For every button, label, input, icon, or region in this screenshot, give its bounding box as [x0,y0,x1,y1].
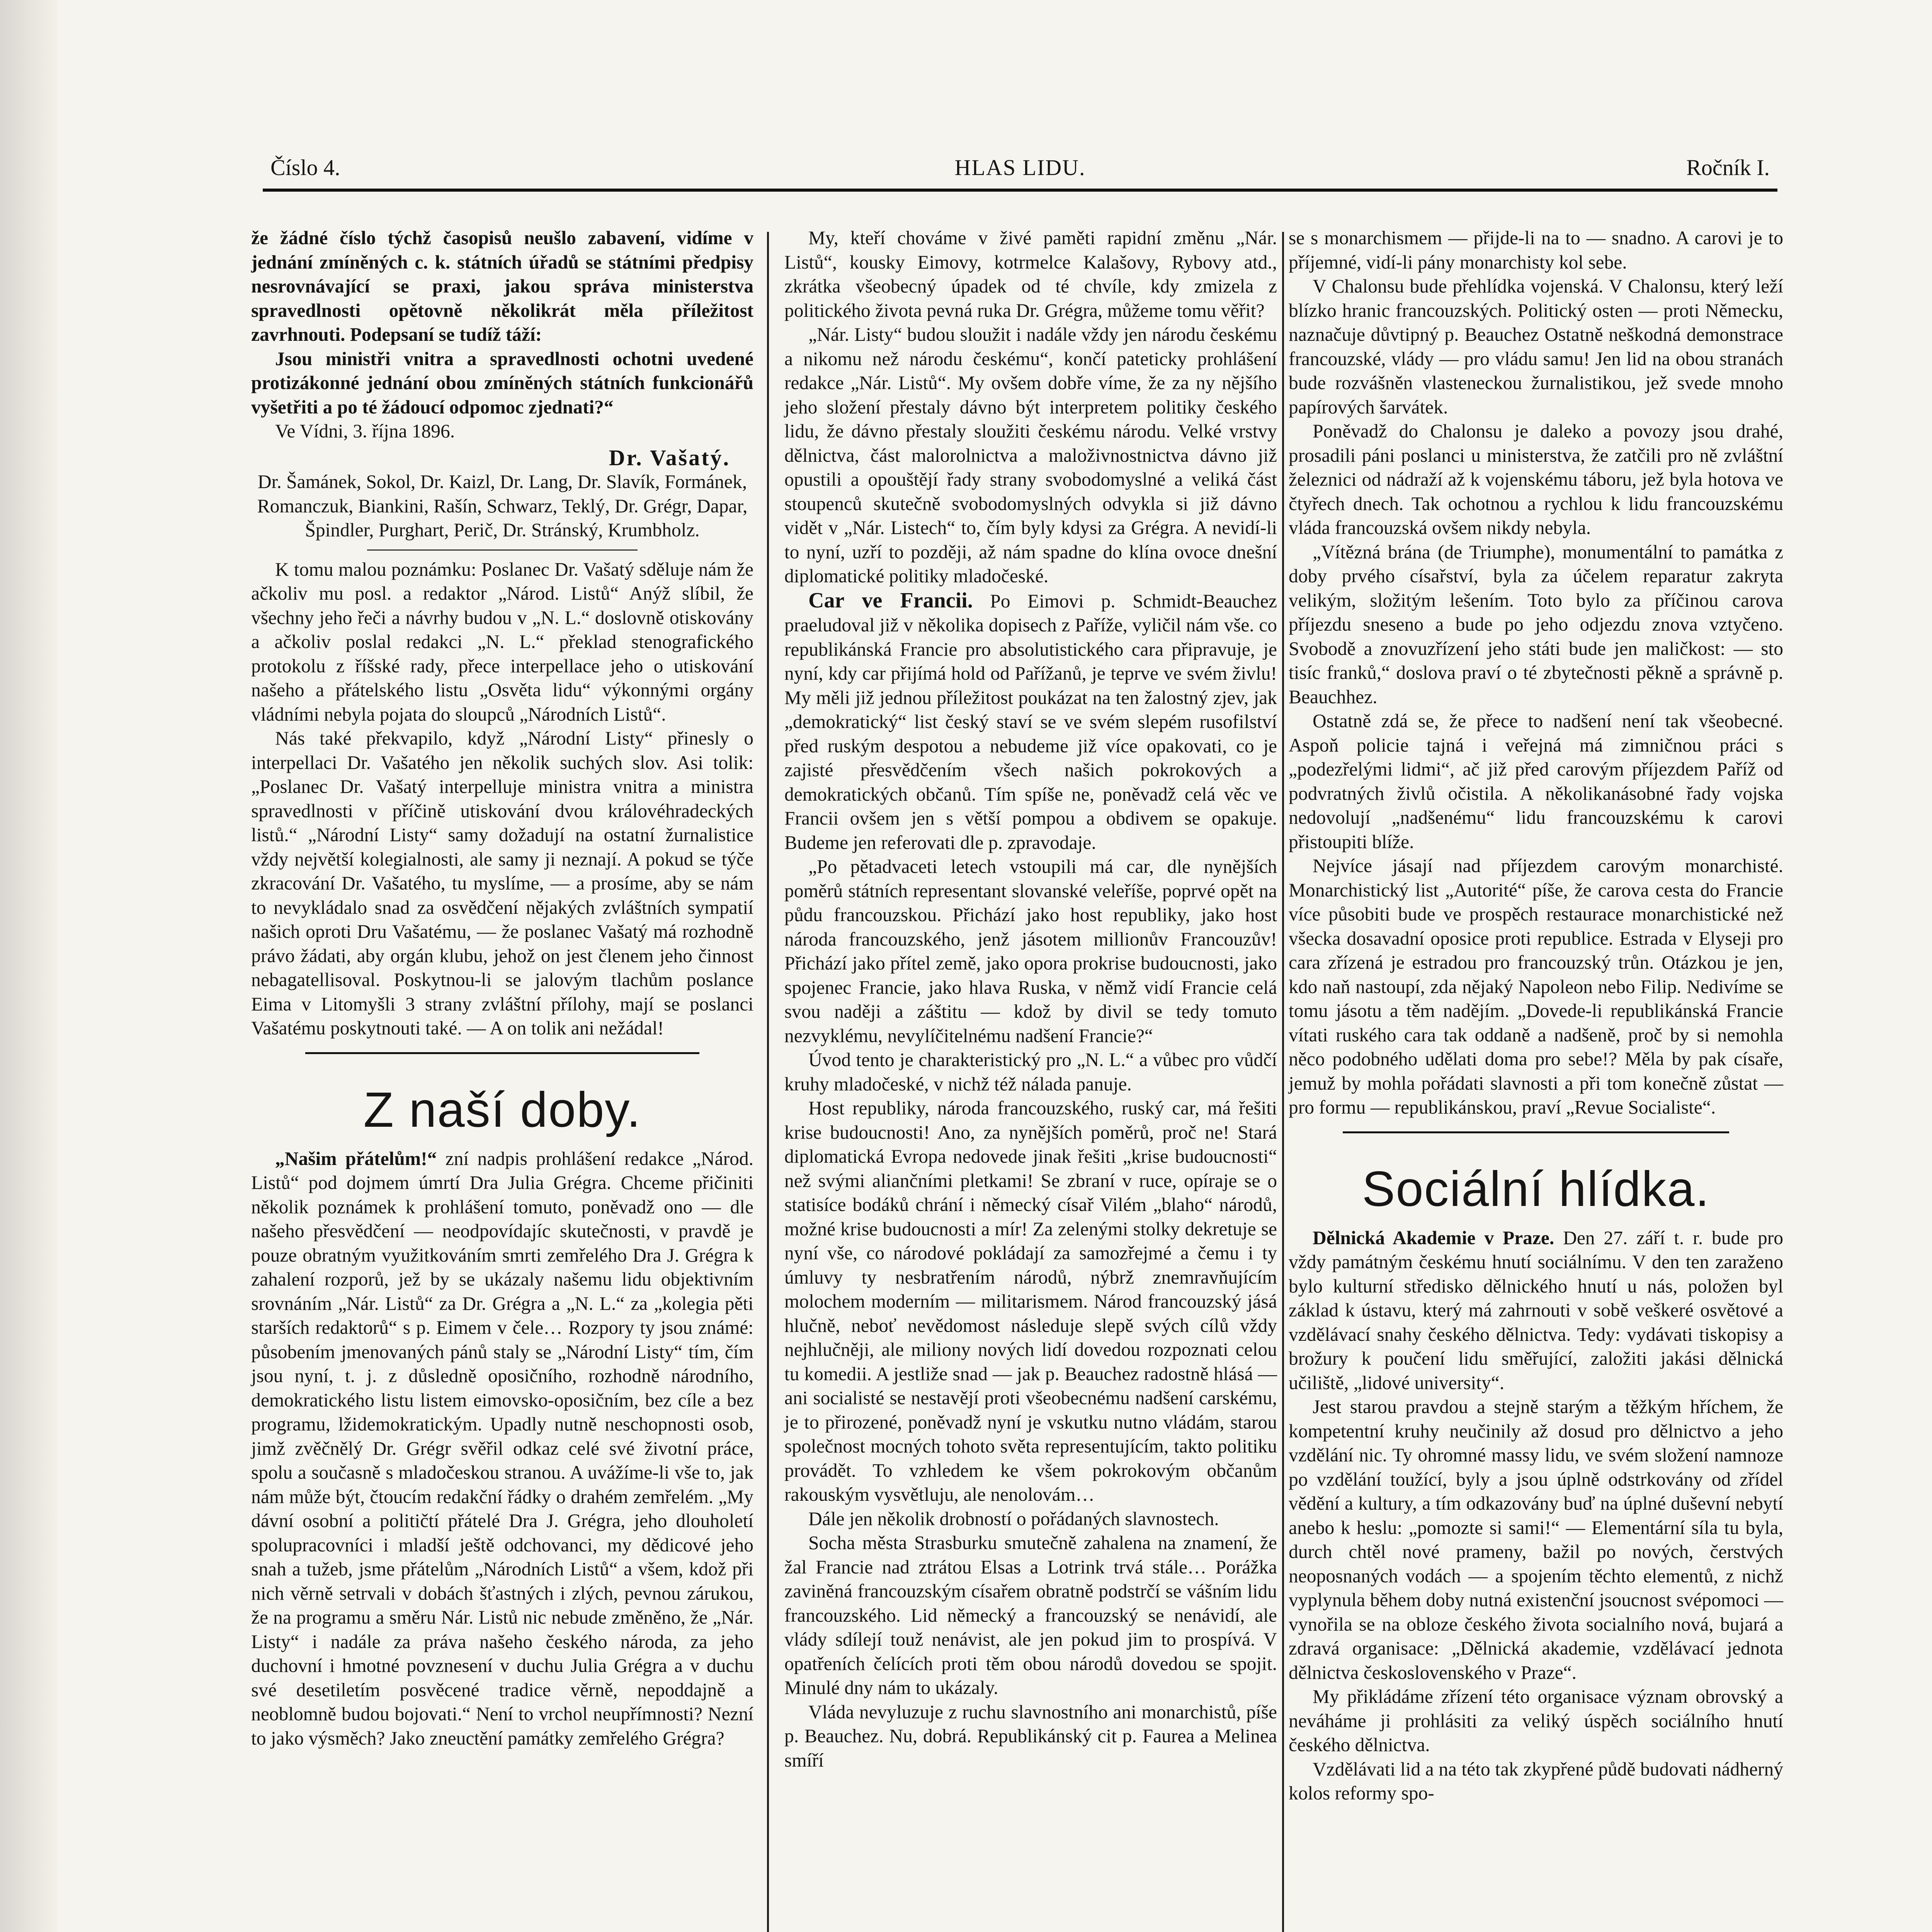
signatories: Dr. Šamánek, Sokol, Dr. Kaizl, Dr. Lang, Dr. Slavík, Formánek, Romanczuk, Biankini, Rašín, Schwarz, Teklý, Dr. Grégr, Dapar, Špindler, Purghart, Perič, Dr. Stránský, Krumbholz. [257,471,748,541]
paragraph: Socha města Strasburku smutečně zahalena na znamení, že žal Francie nad ztrátou Elsas a Lotrink trvá stále… Porážka zaviněná francouzským císařem obratně podstrčí se vášním lidu francouzského. Lid německý a francouzský se nenávidí, ale vlády sdílejí touž nenávist, ale jen pokud jim to prospívá. V opatřeních čelících proti těm obou národů dovedou se spojit. Minulé dny nám to ukázaly. [784,1532,1277,1698]
paragraph: „Po pětadvaceti letech vstoupili má car, dle nynějších poměrů státních representant slovanské veleříše, poprvé opět na půdu francouzskou. Přichází jako host republiky, jako host národa francouzského, jenž jásotem millionův Francouzův! Přichází jako přítel země, jako opora prokrise budoucnosti, jako spojenec Francie, jako hlava Ruska, v němž vidí Francie celá svou naději a záštitu — kdož by divil se tedy tomuto nezvyklému, nevylíčitelnému nadšení Francie?“ [784,856,1277,1046]
page-header [270,155,1770,189]
paragraph: Ostatně zdá se, že přece to nadšení není tak všeobecné. Aspoň policie tajná i veřejná má zimničnou práci s „podezřelými lidmi“, ač již před carovým příjezdem Paříž od podvratných živlů očistila. A několikanásobné řady vojska nedovolují „nadšenému“ lidu francouzskému k carovi přistoupiti blíže. [1289,710,1783,852]
dateline: Ve Vídni, 3. října 1896. [275,420,455,442]
paragraph: se s monarchismem — přijde-li na to — snadno. A carovi je to příjemné, vidí-li pány monarchisty kol sebe. [1289,227,1783,273]
column-rule-2 [1282,232,1284,1932]
editorial-note-2: Nás také překvapilo, když „Národní Listy“ přinesly o interpellaci Dr. Vašatého jen několik suchých slov. Asi tolik: „Poslanec Dr. Vašatý interpelluje ministra vnitra a ministra spravedlnosti v příčině utiskování dvou královéhradeckých listů.“ „Národní Listy“ samy dožadují na ostatní žurnalistice vždy největší kolegialnosti, ale samy ji neznají. A pokud se týče zkracování Dr. Vašatého, tu myslíme, — a prosíme, aby se nám to nevykládalo snad za osvědčení nějakých zvláštních sympatií našich oproti Dru Vašatému, — že poslanec Vašatý má rozhodně právo žádati, aby orgán klubu, jehož on jest členem jeho činnost nebagatellisoval. Poskytnou-li se jalovým tlachům poslance Eima v Litomyšli 3 strany zvláštní přílohy, mají se poslanci Vašatému poskytnouti také. — A on tolik ani nežádal! [251,728,753,1039]
interpellation-question: Jsou ministři vnitra a spravedlnosti ochotni uvedené protizákonné jednání obou zmíněných státních funkcionářů vyšetřiti a po té žádoucí odpomoc zjednati?“ [251,348,753,418]
section-separator [305,1052,699,1054]
article-body: zní nadpis prohlášení redakce „Národ. Listů“ pod dojmem úmrtí Dra Julia Grégra. Chceme přičiniti několik poznámek k prohlášení tomuto, poněvadž ono — dle našeho přesvědčení — neodpovídajíc skutečnosti, v pravdě je pouze obratným využitkováním smrti zemřelého Dra J. Grégra k zahalení rozporů, jež by se ukázaly našemu lidu objektivním srovnáním „Nár. Listů“ za Dr. Grégra a „N. L.“ za „kolegia pěti starších redaktorů“ s p. Eimem v čele… Rozpory ty jsou známé: působením jmenovaných pánů staly se „Národní Listy“ tím, čím jsou nyní, t. j. z důsledně oposičního, rozhodně národního, demokratického listu listem eimovsko-oposičním, bez cíle a bez programu, lžidemokratickým. Upadly nutně neschopnosti osob, jimž zvěčnělý Dr. Grégr svěřil odkaz celé své životní práce, spolu a současně s mladočeskou stranou. A uvážíme-li vše to, jak nám může být, čtoucím redakční řádky o drahém zemřelém. „My dávní osobní a političtí přátelé Dra J. Grégra, jeho dlouholetí spolupracovníci i mladší ještě odchovanci, my dědicové jeho snah a tužeb, jsme přátelům „Národních Listů“ a všem, kdož při nich věrně setrvali v dobách šťastných i zlých, pevnou zárukou, že na programu a směru Nár. Listů nic nebude změněno, že „Nár. Listy“ i nadále za práva našeho českého národa, za jeho duchovní i hmotné povznesení v duchu Julia Grégra a v duchu své desetiletím posvěcené tradice věrně, nepoddajně a neoblomně budou bojovati.“ Není to vrchol neupřímnosti? Nezní to jako výsměch? Jako zneuctění památky zemřelého Grégra? [251,1148,753,1749]
section-title-socialni-hlidka: Sociální hlídka. [1362,1161,1710,1217]
header-rule [263,189,1777,192]
column-2 [784,226,1277,1772]
paragraph: Host republiky, národa francouzského, ruský car, má řešiti krise budoucnosti! Ano, za nynějších poměrů, proč ne! Stará diplomatická Evropa nedovede jinak řešiti „krise budoucnosti“ než svými aliančními pletkami! Se zbraní v ruce, opíraje se o statisíce bodáků chrání i německý císař Vilém „blaho“ národů, možné krise budoucnosti a mír! Za zelenými stolky dekretuje se nyní vše, co národové pokládají za samozřejmé a čemu i ty úmluvy ty nesbratřením národů, nýbrž znemravňujícím molochem moderním — militarismem. Národ francouzský jásá hlučně, neboť nevědomost následuje slepě svých cílů vždy nejhlučněji, ale miliony nových lidí dovedou rozpoznati celou tu komedii. A jestliže snad — jak p. Beauchez radostně hlásá — ani socialisté se nestavějí proti všeobecnému nadšení carskému, je to přirozené, poněvadž nyní je vskutku nutno vládám, starou společnost mocných tohoto světa representujícím, takto politiku provádět. To vzhledem ke všem pokrokovým občanům rakouským vysvětluju, ale nenolovám… [784,1097,1277,1505]
volume-number: Ročník I. [1686,155,1770,180]
paragraph: „Nár. Listy“ budou sloužit i nadále vždy jen národu českému a nikomu než národu českému“, končí pateticky prohlášení redakce „Nár. Listů“. My ovšem dobře víme, že za ny nějšího jeho složení přestaly dávno být interpretem politiky českého lidu, že dávno přestaly sloužiti českému národu. Velké vrstvy dělnictva, část malorolnictva a maloživnostnictva dávno již opustili a opouštějí řady strany svobodomyslné a veliká část stoupenců skutečně svobodomyslných odvykla si již dávno vidět v „Nár. Listech“ to, čím byly kdysi za Grégra. A nevidí-li to nyní, uzří to později, až nám spadne do klína ovoce dnešní diplomatické politiky mladočeské. [784,324,1277,587]
column-3 [1289,226,1783,1806]
paragraph: Úvod tento je charakteristický pro „N. L.“ a vůbec pro vůdčí kruhy mladočeské, v nichž též nálada panuje. [784,1049,1277,1095]
paragraph: My, kteří chováme v živé paměti rapidní změnu „Nár. Listů“, kousky Eimovy, kotrmelce Kalašovy, Rybovy atd., zkrátka všeobecný úpadek od té chvíle, kdy zmizela z politického života pevná ruka Dr. Grégra, můžeme tomu věřit? [784,227,1277,321]
paragraph: Vláda nevyluzuje z ruchu slavnostního ani monarchistů, píše p. Beauchez. Nu, dobrá. Republikánský cit p. Faurea a Melinea smíří [784,1701,1277,1771]
editorial-note: K tomu malou poznámku: Poslanec Dr. Vašatý sděluje nám že ačkoliv mu posl. a redaktor „Národ. Listů“ Anýž slíbil, že všechny jeho řeči a návrhy budou v „N. L.“ doslovně otiskovány a ačkoliv poslal redakci „N. L.“ překlad stenografického protokolu z říšské rady, přece interpellace jeho o utiskování našeho a přátelského listu „Osvěta lidu“ výkonnými orgány vládními nebyla pojata do sloupců „Národních Listů“. [251,558,753,725]
paragraph: Jest starou pravdou a stejně starým a těžkým hříchem, že kompetentní kruhy neučinily až dosud pro dělnictvo a jeho vzdělání nic. Ty ohromné massy lidu, ve svém složení namnoze po vzdělání toužící, byly a jsou úplně odstrkovány od zřídel vědění a kultury, a tím odkazovány buď na úplné duševní nebytí anebo k heslu: „pomozte si sami!“ — Elementární síla tu byla, durch chtěl nové prameny, bažil po nových, čerstvých neoposnaných vodách — a spojením těchto elementů, z nichž vyplynula během doby nutná existenční jsoucnost svépomoci — vynořila se na obloze českého života socialního nová, bujará a zdravá organisace: „Dělnická akademie, vzdělávací jednota dělnictva československého v Praze“. [1289,1396,1783,1683]
separator [367,549,638,551]
column-1 [251,226,753,1750]
signature: Dr. Vašatý. [609,445,730,470]
paragraph: Dále jen několik drobností o pořádaných slavnostech. [808,1508,1219,1529]
newspaper-title: HLAS LIDU. [954,155,1086,180]
paragraph: My přikládáme zřízení této organisace význam obrovský a neváháme ji prohlásiti za veliký úspěch sociálního hnutí českého dělnictva. [1289,1686,1783,1755]
article-body: Den 27. září t. r. bude pro vždy památným českému hnutí sociálnímu. V den ten zaraženo bylo kulturní středisko dělnického hnutí u nás, položen byl základ k ústavu, který má zahrnouti v sobě veškeré osvětové a vzdělávací snahy českého dělnictva. Tedy: vydávati tiskopisy a brožury k poučení lidu směřující, založiti jakási dělnická učiliště, „lidové university“. [1289,1227,1783,1393]
issue-number: Číslo 4. [270,155,340,180]
article-body: Po Eimovi p. Schmidt-Beauchez praeludoval již v několika dopisech z Paříže, vyličil nám vše. co republikánská Francie pro absolutistického cara připravuje, je nyní, kdy car přijímá hold od Pařížanů, je teprve ve svém živlu! My měli již jednou příležitost poukázat na ten žalostný zjev, jak „demokratický“ list český staví se ve svém slepém rusofilství před ruským despotou a nebudeme již více opakovati, co je zajisté přesvědčením všech našich pokrokových a demokratických občanů. Tím spíše ne, poněvadž celá věc ve Francii ovšem jen s větší pompou a obdivem se opakuje. Budeme jen referovati dle p. zpravodaje. [784,590,1277,853]
section-separator [1343,1131,1729,1133]
paragraph: V Chalonsu bude přehlídka vojenská. V Chalonsu, který leží blízko hranic francouzských. Politický osten — proti Německu, naznačuje důvtipný p. Beauchez Ostatně neškodná demonstrace francouzské, vlády — pro vládu samu! Jen lid na obou stranách bude rozvášněn vlasteneckou žurnalistikou, jež svede mnoho papírových šarvátek. [1289,276,1783,418]
paragraph: Nejvíce jásají nad příjezdem carovým monarchisté. Monarchistický list „Autorité“ píše, že carova cesta do Francie více působiti bude ve prospěch restaurace monarchistické než všecka dosavadní oposice proti republice. Estrada v Elyseji pro cara zřízená je estradou pro francouzský trůn. Otázkou je jen, kdo naň nastoupí, zda nějaký Napoleon nebo Filip. Nedivíme se tomu jásotu a těm nadějím. „Dovede-li republikánská Francie vítati ruského cara tak oddaně a nadšeně, proč by si nemohla něco podobného udělati doma pro sebe!? Měla by pak císaře, jemuž by mohla pořádati slavnosti a při tom konečně zůstat — pro formu — republikánskou, praví „Revue Socialiste“. [1289,855,1783,1118]
section-title-z-nasi-doby: Z naší doby. [363,1082,641,1138]
article-lead-nasim-pratelum: „Našim přátelům!“ [275,1148,437,1169]
article-lead-car-ve-francii: Car ve Francii. [808,588,973,612]
interpellation-ending: že žádné číslo týchž časopisů neušlo zabavení, vidíme v jednání zmíněných c. k. státních úřadů se státními předpisy nesrovnávající se praxi, jakou správa ministerstva spravedlnosti opětovně několikrát měla příležitost zavrhnouti. Podepsaní se tudíž táží: [251,227,753,345]
paragraph: „Vítězná brána (de Triumphe), monumentální to památka z doby prvého císařství, byla za účelem reparatur zakryta velikým, složitým lešením. Toto bylo za příčinou carova příjezdu sneseno a bude po jeho odjezdu znova vztyčeno. Svobodě a znovuzřízení jeho státi bude jen maličkost: — sto tisíc franků,“ doslova praví o té zbytečnosti pěkně a správně p. Beauchhez. [1289,541,1783,707]
article-lead-delnicka-akademie: Dělnická Akademie v Praze. [1313,1227,1554,1248]
column-rule-1 [767,232,769,1932]
paragraph: Vzdělávati lid a na této tak zkypřené půdě budovati nádherný kolos reformy spo- [1289,1758,1783,1804]
page-binding-edge [0,0,58,1932]
paragraph: Poněvadž do Chalonsu je daleko a povozy jsou drahé, prosadili páni poslanci u ministerstva, že zatčili pro ně zvláštní železnici od nádraží až k vojenskému táboru, jež byla hotova ve čtyřech dnech. Tak ochotnou a rychlou k lidu francouzskému vláda francouzská ovšem nikdy nebyla. [1289,420,1783,538]
